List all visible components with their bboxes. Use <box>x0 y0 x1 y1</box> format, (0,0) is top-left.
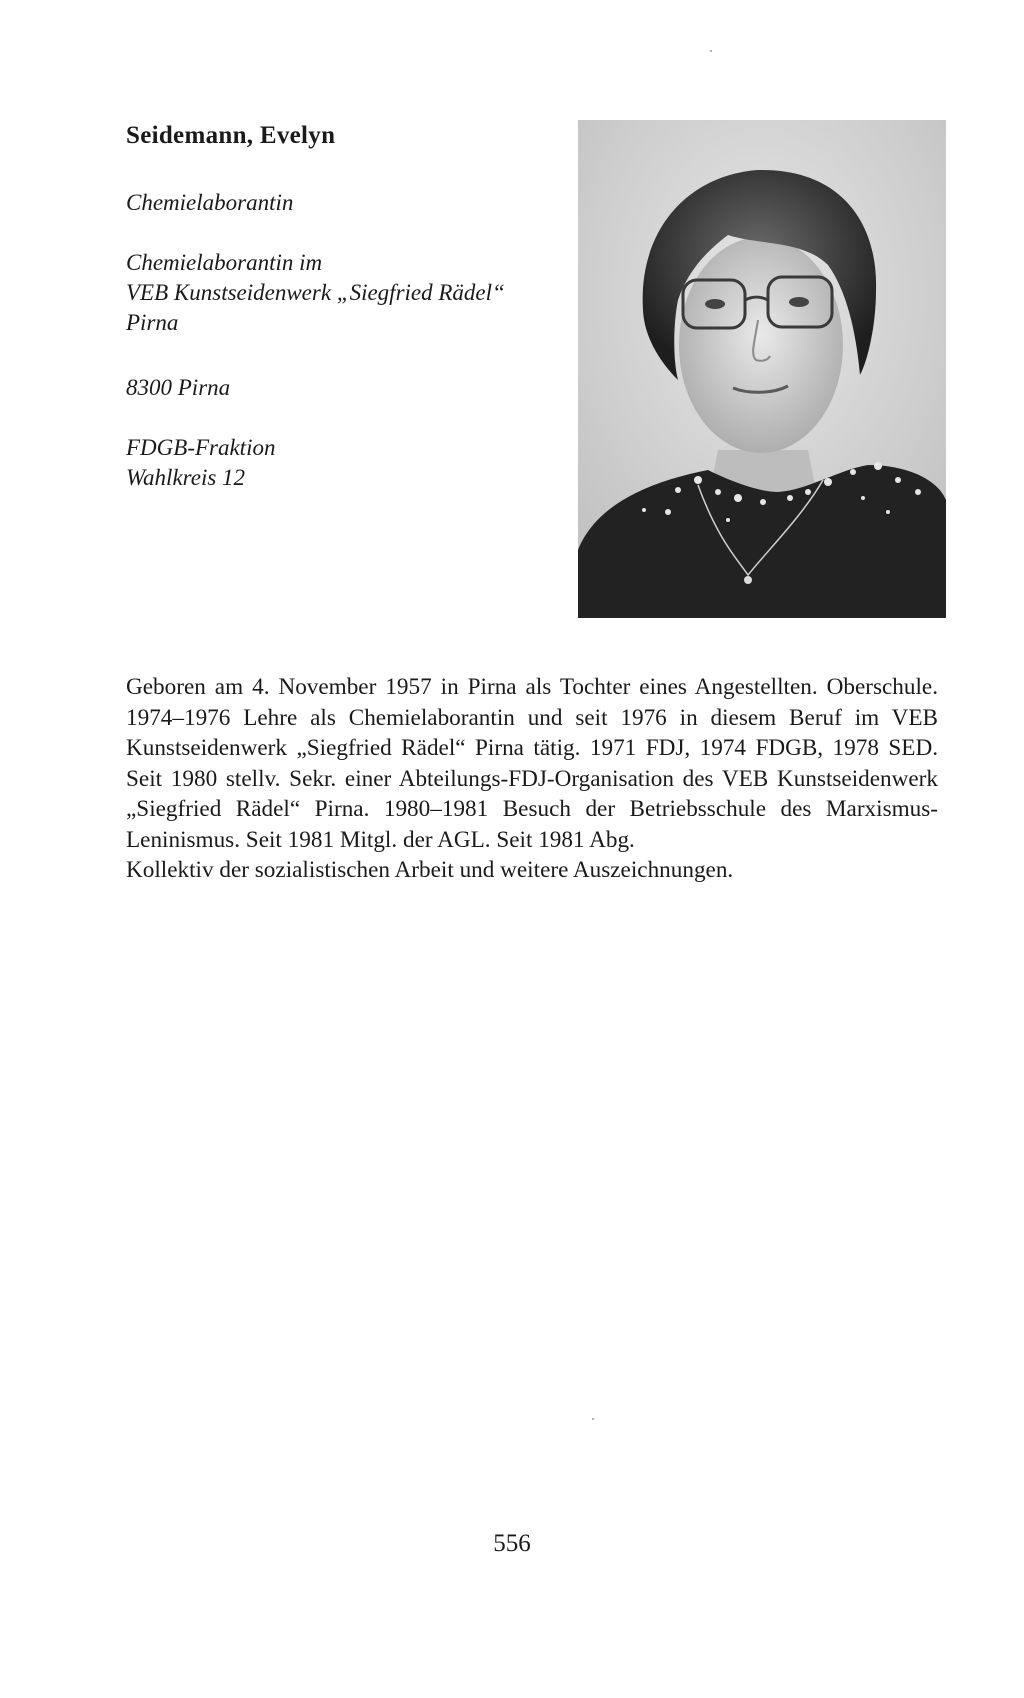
page-number: 556 <box>493 1530 531 1557</box>
city: 8300 Pirna <box>126 375 231 400</box>
person-name: Seidemann, Evelyn <box>126 122 336 149</box>
biography-text: Geboren am 4. November 1957 in Pirna als Tochter eines Angestellten. Oberschule. 1974–1976 Lehre als Chemielaborantin und seit 1976 in diesem Beruf im VEB Kunstseidenwerk „Siegfried Rädel“ Pirna tätig. 1971 FDJ, 1974 FDGB, 1978 SED. Seit 1980 stellv. Sekr. einer Abteilungs-FDJ-Organisation des VEB Kunstseidenwerk „Siegfried Rädel“ Pirna. 1980–1981 Besuch der Betriebsschule des Marxismus-Leninismus. Seit 1981 Mitgl. der AGL. Seit 1981 Abg. <box>126 674 938 853</box>
awards-text: Kollektiv der sozialistischen Arbeit und weitere Auszeichnungen. <box>126 857 734 883</box>
biography <box>126 672 938 886</box>
occupation: Chemielaborantin <box>126 190 294 215</box>
print-speck <box>592 1418 594 1420</box>
print-speck <box>710 50 712 52</box>
employer-line-3: Pirna <box>126 310 179 335</box>
employer-line-2: VEB Kunstseidenwerk „Siegfried Rädel“ <box>126 280 505 305</box>
portrait-photo <box>578 120 946 618</box>
employer-line-1: Chemielaborantin im <box>126 250 323 275</box>
faction-block <box>126 433 275 493</box>
faction: FDGB-Fraktion <box>126 435 276 460</box>
portrait-image <box>578 120 946 618</box>
electoral-district: Wahlkreis 12 <box>126 465 246 490</box>
occupation-block <box>126 188 293 218</box>
city-block <box>126 373 230 403</box>
employer-block <box>126 248 505 338</box>
